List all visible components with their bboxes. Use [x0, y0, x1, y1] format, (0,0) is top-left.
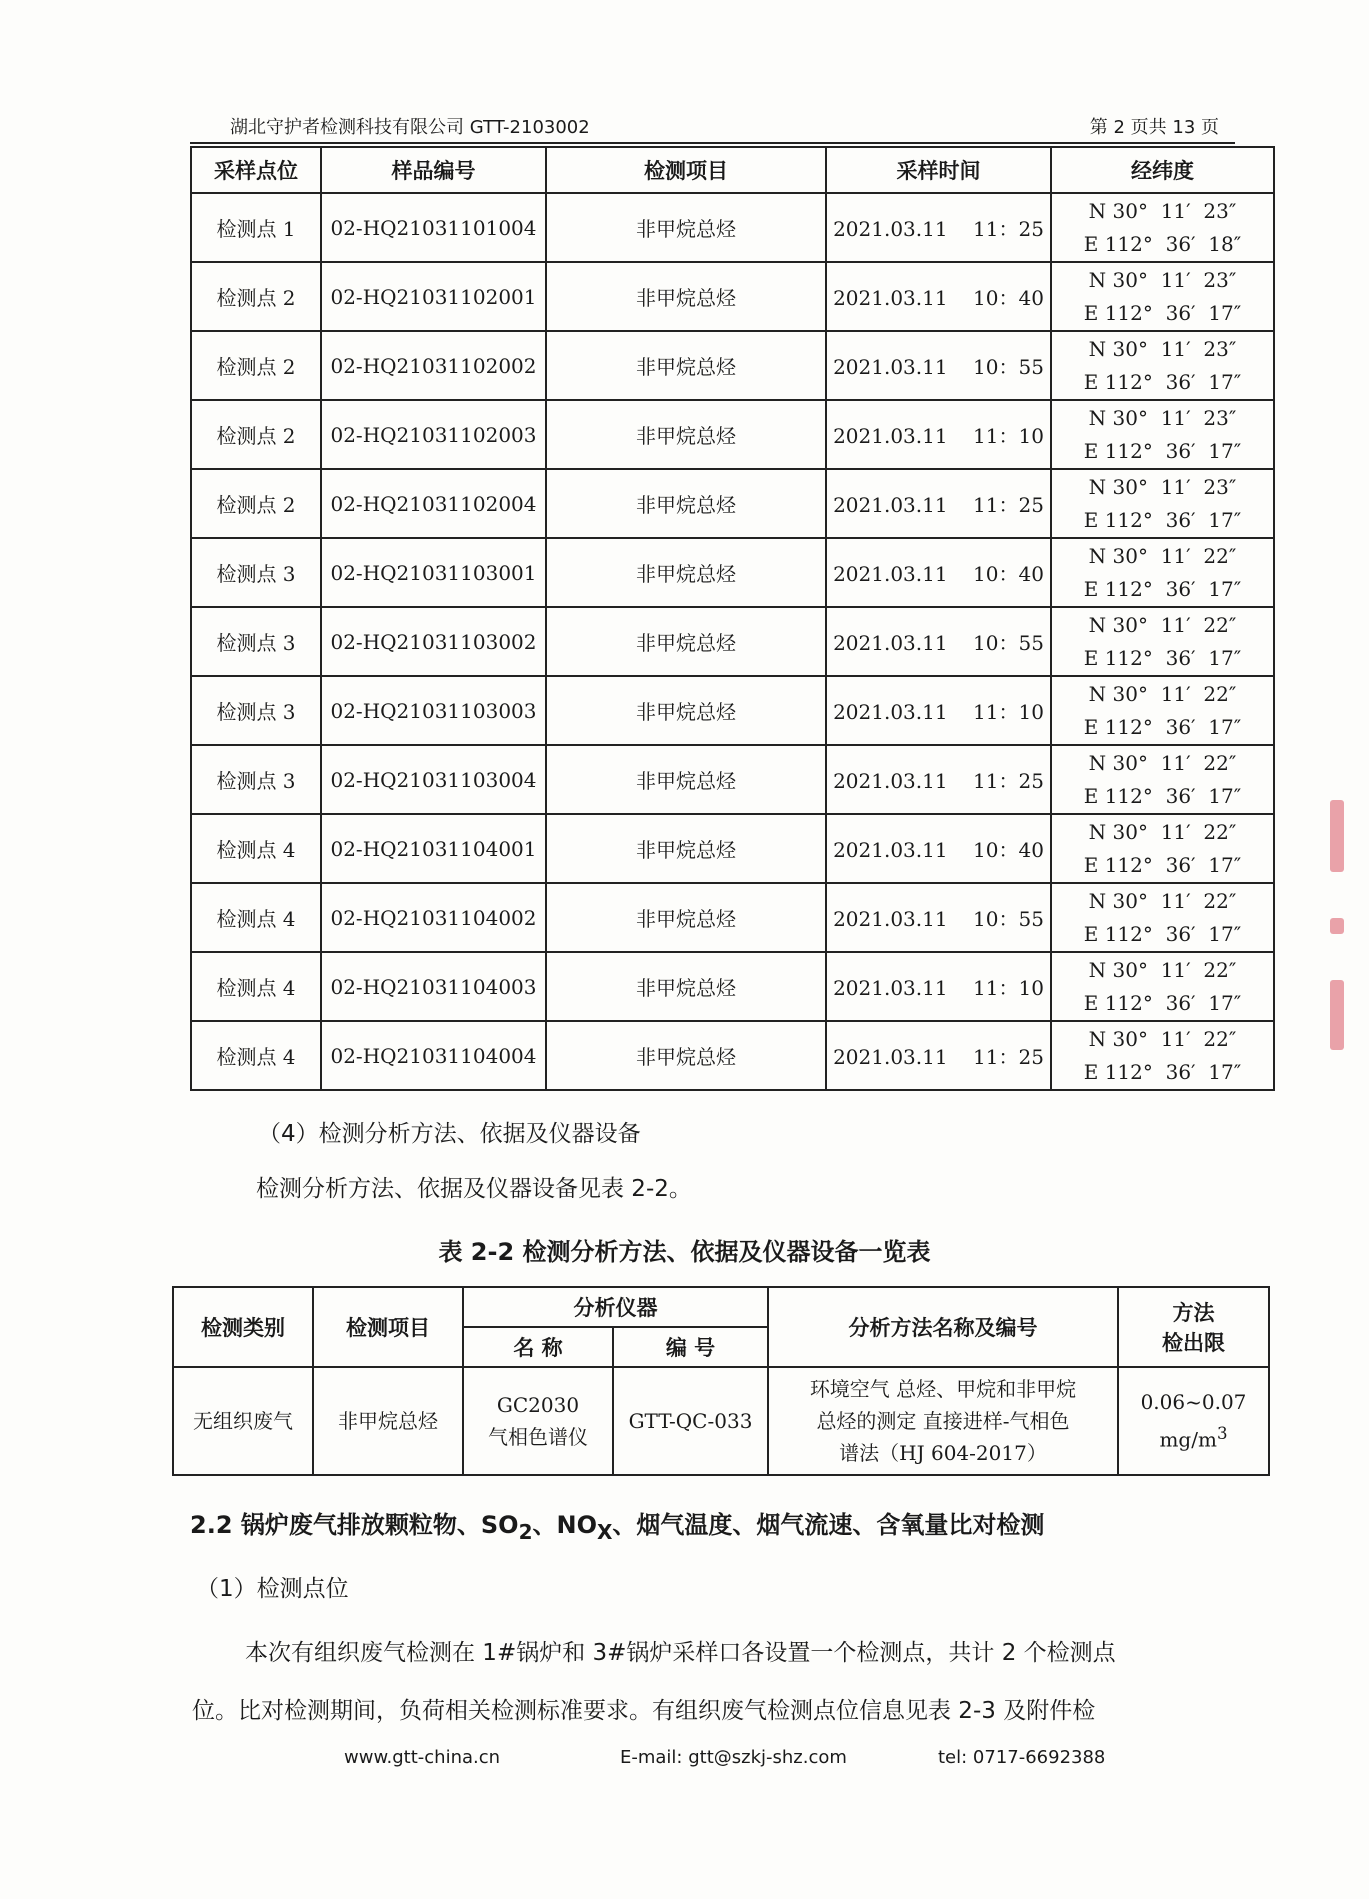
col-header-item: 检测项目 — [546, 147, 826, 193]
col-header-limit-line2: 检出限 — [1162, 1331, 1225, 1355]
method-line1: 环境空气 总烃、甲烷和非甲烷 — [809, 1377, 1077, 1401]
cell-coords — [1051, 331, 1274, 400]
cell-sample-id: 02-HQ21031102002 — [321, 331, 546, 400]
cell-point: 检测点 3 — [191, 676, 321, 745]
col-header-point: 采样点位 — [191, 147, 321, 193]
cell-method — [768, 1367, 1118, 1475]
footer-phone: tel: 0717-6692388 — [938, 1747, 1106, 1768]
section22-heading — [190, 1505, 1044, 1544]
longitude: E 112° 36′ 17″ — [1083, 507, 1242, 532]
section22-part2: 、NO — [532, 1511, 597, 1539]
table-row — [191, 814, 1274, 883]
cell-sample-id: 02-HQ21031104002 — [321, 883, 546, 952]
longitude: E 112° 36′ 17″ — [1083, 921, 1242, 946]
cell-sample-id: 02-HQ21031102003 — [321, 400, 546, 469]
section1-heading: （1）检测点位 — [196, 1576, 349, 1602]
instrument-model: GC2030 — [496, 1393, 580, 1417]
latitude: N 30° 11′ 22″ — [1088, 612, 1237, 637]
longitude: E 112° 36′ 17″ — [1083, 783, 1242, 808]
longitude: E 112° 36′ 18″ — [1083, 231, 1242, 256]
cell-coords — [1051, 469, 1274, 538]
longitude: E 112° 36′ 17″ — [1083, 990, 1242, 1015]
limit-unit-wrap — [1119, 1418, 1268, 1456]
col-header-method: 分析方法名称及编号 — [768, 1287, 1118, 1367]
cell-point: 检测点 2 — [191, 469, 321, 538]
section4-heading: （4）检测分析方法、依据及仪器设备 — [258, 1121, 641, 1147]
cell-coords — [1051, 193, 1274, 262]
cell-item: 非甲烷总烃 — [546, 193, 826, 262]
latitude: N 30° 11′ 23″ — [1088, 198, 1237, 223]
latitude: N 30° 11′ 22″ — [1088, 819, 1237, 844]
cell-limit — [1118, 1367, 1269, 1475]
cell-sample-id: 02-HQ21031103001 — [321, 538, 546, 607]
latitude: N 30° 11′ 23″ — [1088, 336, 1237, 361]
cell-sample-id: 02-HQ21031103004 — [321, 745, 546, 814]
cell-point: 检测点 4 — [191, 952, 321, 1021]
table-row — [191, 400, 1274, 469]
cell-coords — [1051, 883, 1274, 952]
col-header-limit — [1118, 1287, 1269, 1367]
cell-instrument-number: GTT-QC-033 — [613, 1367, 768, 1475]
cell-point: 检测点 4 — [191, 814, 321, 883]
table-row — [191, 676, 1274, 745]
cell-time: 2021.03.11 11：25 — [826, 193, 1051, 262]
col-header-category: 检测类别 — [173, 1287, 313, 1367]
cell-time: 2021.03.11 11：25 — [826, 1021, 1051, 1090]
longitude: E 112° 36′ 17″ — [1083, 852, 1242, 877]
latitude: N 30° 11′ 22″ — [1088, 543, 1237, 568]
cell-item: 非甲烷总烃 — [546, 1021, 826, 1090]
cell-category: 无组织废气 — [173, 1367, 313, 1475]
footer-email: E-mail: gtt@szkj-shz.com — [620, 1747, 847, 1768]
footer-website: www.gtt-china.cn — [344, 1747, 501, 1768]
section1-line2: 位。比对检测期间，负荷相关检测标准要求。有组织废气检测点位信息见表 2-3 及附件检 — [192, 1698, 1096, 1724]
cell-time: 2021.03.11 10：55 — [826, 883, 1051, 952]
section4-text: 检测分析方法、依据及仪器设备见表 2-2。 — [256, 1176, 692, 1202]
cell-sample-id: 02-HQ21031104003 — [321, 952, 546, 1021]
cell-item: 非甲烷总烃 — [546, 814, 826, 883]
methods-row — [173, 1367, 1269, 1475]
cell-sample-id: 02-HQ21031102001 — [321, 262, 546, 331]
header-divider — [190, 142, 1235, 144]
cell-coords — [1051, 262, 1274, 331]
table-row — [191, 331, 1274, 400]
longitude: E 112° 36′ 17″ — [1083, 645, 1242, 670]
section22-sub2: X — [596, 1519, 613, 1544]
col-header-instrument-name: 名 称 — [463, 1327, 613, 1367]
cell-time: 2021.03.11 10：55 — [826, 331, 1051, 400]
methods-table — [172, 1286, 1270, 1476]
seal-fragment-middle — [1330, 918, 1344, 934]
latitude: N 30° 11′ 22″ — [1088, 681, 1237, 706]
cell-item: 非甲烷总烃 — [546, 745, 826, 814]
latitude: N 30° 11′ 23″ — [1088, 474, 1237, 499]
method-line3: 谱法（HJ 604-2017） — [839, 1441, 1047, 1465]
cell-point: 检测点 2 — [191, 262, 321, 331]
cell-point: 检测点 4 — [191, 1021, 321, 1090]
cell-item: 非甲烷总烃 — [546, 262, 826, 331]
seal-fragment-bottom — [1330, 980, 1344, 1050]
limit-unit-exponent: 3 — [1216, 1424, 1228, 1444]
seal-fragment-top — [1330, 800, 1344, 872]
table-row — [191, 1021, 1274, 1090]
cell-time: 2021.03.11 11：10 — [826, 400, 1051, 469]
header-page-number: 第 2 页共 13 页 — [1089, 117, 1219, 138]
latitude: N 30° 11′ 22″ — [1088, 750, 1237, 775]
cell-coords — [1051, 607, 1274, 676]
latitude: N 30° 11′ 22″ — [1088, 957, 1237, 982]
col-header-item: 检测项目 — [313, 1287, 463, 1367]
cell-point: 检测点 4 — [191, 883, 321, 952]
section1-line1: 本次有组织废气检测在 1#锅炉和 3#锅炉采样口各设置一个检测点，共计 2 个检测点 — [245, 1640, 1116, 1666]
cell-sample-id: 02-HQ21031103003 — [321, 676, 546, 745]
latitude: N 30° 11′ 22″ — [1088, 888, 1237, 913]
section22-sub1: 2 — [518, 1519, 533, 1544]
instrument-type: 气相色谱仪 — [488, 1425, 588, 1449]
cell-sample-id: 02-HQ21031104004 — [321, 1021, 546, 1090]
cell-time: 2021.03.11 10：55 — [826, 607, 1051, 676]
table-row — [191, 538, 1274, 607]
cell-sample-id: 02-HQ21031104001 — [321, 814, 546, 883]
cell-point: 检测点 3 — [191, 607, 321, 676]
cell-coords — [1051, 538, 1274, 607]
limit-unit: mg/m — [1159, 1427, 1217, 1452]
longitude: E 112° 36′ 17″ — [1083, 714, 1242, 739]
col-header-time: 采样时间 — [826, 147, 1051, 193]
cell-item: 非甲烷总烃 — [546, 331, 826, 400]
cell-item: 非甲烷总烃 — [546, 400, 826, 469]
cell-coords — [1051, 1021, 1274, 1090]
section22-part3: 、烟气温度、烟气流速、含氧量比对检测 — [612, 1511, 1045, 1539]
cell-instrument-name — [463, 1367, 613, 1475]
cell-point: 检测点 3 — [191, 745, 321, 814]
cell-sample-id: 02-HQ21031101004 — [321, 193, 546, 262]
method-line2: 总烃的测定 直接进样-气相色 — [816, 1409, 1070, 1433]
table22-title: 表 2-2 检测分析方法、依据及仪器设备一览表 — [438, 1238, 931, 1266]
cell-item: 非甲烷总烃 — [546, 883, 826, 952]
cell-item: 非甲烷总烃 — [546, 952, 826, 1021]
limit-value: 0.06~0.07 — [1140, 1390, 1247, 1415]
latitude: N 30° 11′ 22″ — [1088, 1026, 1237, 1051]
col-header-instrument-number: 编 号 — [613, 1327, 768, 1367]
table-row — [191, 745, 1274, 814]
cell-coords — [1051, 952, 1274, 1021]
cell-coords — [1051, 400, 1274, 469]
cell-time: 2021.03.11 11：10 — [826, 952, 1051, 1021]
cell-time: 2021.03.11 10：40 — [826, 262, 1051, 331]
cell-time: 2021.03.11 11：25 — [826, 469, 1051, 538]
cell-item: 非甲烷总烃 — [546, 538, 826, 607]
cell-item: 非甲烷总烃 — [546, 607, 826, 676]
samples-header-row — [191, 147, 1274, 193]
cell-point: 检测点 2 — [191, 331, 321, 400]
cell-coords — [1051, 676, 1274, 745]
table-row — [191, 262, 1274, 331]
cell-item: 非甲烷总烃 — [546, 676, 826, 745]
table-row — [191, 883, 1274, 952]
header-company: 湖北守护者检测科技有限公司 GTT-2103002 — [230, 117, 590, 138]
cell-item: 非甲烷总烃 — [546, 469, 826, 538]
section22-part1: 2.2 锅炉废气排放颗粒物、SO — [190, 1511, 519, 1539]
longitude: E 112° 36′ 17″ — [1083, 1059, 1242, 1084]
cell-coords — [1051, 745, 1274, 814]
cell-coords — [1051, 814, 1274, 883]
samples-table — [190, 146, 1275, 1091]
table-row — [191, 952, 1274, 1021]
latitude: N 30° 11′ 23″ — [1088, 267, 1237, 292]
latitude: N 30° 11′ 23″ — [1088, 405, 1237, 430]
cell-time: 2021.03.11 10：40 — [826, 814, 1051, 883]
cell-time: 2021.03.11 10：40 — [826, 538, 1051, 607]
cell-sample-id: 02-HQ21031103002 — [321, 607, 546, 676]
cell-sample-id: 02-HQ21031102004 — [321, 469, 546, 538]
cell-point: 检测点 1 — [191, 193, 321, 262]
longitude: E 112° 36′ 17″ — [1083, 438, 1242, 463]
table-row — [191, 469, 1274, 538]
table-row — [191, 607, 1274, 676]
col-header-limit-line1: 方法 — [1172, 1301, 1215, 1325]
cell-time: 2021.03.11 11：10 — [826, 676, 1051, 745]
cell-time: 2021.03.11 11：25 — [826, 745, 1051, 814]
cell-item: 非甲烷总烃 — [313, 1367, 463, 1475]
cell-point: 检测点 2 — [191, 400, 321, 469]
col-header-coords: 经纬度 — [1051, 147, 1274, 193]
longitude: E 112° 36′ 17″ — [1083, 576, 1242, 601]
col-header-instrument: 分析仪器 — [463, 1287, 768, 1327]
longitude: E 112° 36′ 17″ — [1083, 369, 1242, 394]
longitude: E 112° 36′ 17″ — [1083, 300, 1242, 325]
table-row — [191, 193, 1274, 262]
col-header-sample-id: 样品编号 — [321, 147, 546, 193]
cell-point: 检测点 3 — [191, 538, 321, 607]
